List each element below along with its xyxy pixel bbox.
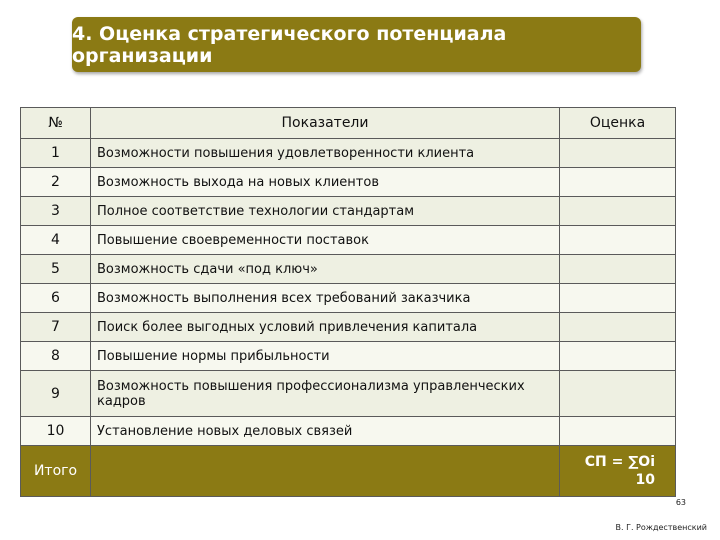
table-row [21, 342, 676, 371]
row-score [560, 342, 676, 371]
row-num: 10 [21, 417, 91, 446]
table-row [21, 226, 676, 255]
row-score [560, 371, 676, 417]
table-row [21, 313, 676, 342]
row-indicator: Повышение нормы прибыльности [91, 342, 560, 371]
table-row [21, 284, 676, 313]
table-row [21, 255, 676, 284]
potential-table [20, 107, 676, 497]
header-score: Оценка [560, 108, 676, 139]
table-row [21, 168, 676, 197]
row-score [560, 417, 676, 446]
row-score [560, 226, 676, 255]
row-indicator: Возможности повышения удовлетворенности клиента [91, 139, 560, 168]
row-num: 9 [21, 371, 91, 417]
row-indicator: Полное соответствие технологии стандартам [91, 197, 560, 226]
header-indicator: Показатели [91, 108, 560, 139]
row-num: 3 [21, 197, 91, 226]
row-num: 1 [21, 139, 91, 168]
row-score [560, 255, 676, 284]
row-score [560, 313, 676, 342]
row-num: 7 [21, 313, 91, 342]
formula-line-2: 10 [635, 472, 655, 488]
table-row [21, 197, 676, 226]
row-num: 6 [21, 284, 91, 313]
row-indicator: Установление новых деловых связей [91, 417, 560, 446]
row-indicator: Поиск более выгодных условий привлечения капитала [91, 313, 560, 342]
row-indicator: Возможность сдачи «под ключ» [91, 255, 560, 284]
table-row [21, 417, 676, 446]
total-row [21, 446, 676, 497]
row-indicator: Повышение своевременности поставок [91, 226, 560, 255]
total-indicator [91, 446, 560, 497]
row-indicator: Возможность выхода на новых клиентов [91, 168, 560, 197]
row-num: 2 [21, 168, 91, 197]
header-num: № [21, 108, 91, 139]
author-name: В. Г. Рождественский [615, 523, 707, 532]
row-score [560, 139, 676, 168]
row-score [560, 284, 676, 313]
row-indicator: Возможность повышения профессионализма управленческих кадров [91, 371, 560, 417]
table-header-row [21, 108, 676, 139]
row-num: 4 [21, 226, 91, 255]
table-row [21, 139, 676, 168]
total-label: Итого [21, 446, 91, 497]
row-indicator: Возможность выполнения всех требований заказчика [91, 284, 560, 313]
row-score [560, 197, 676, 226]
slide-title: 4. Оценка стратегического потенциала организации [72, 17, 641, 72]
row-num: 5 [21, 255, 91, 284]
table-row [21, 371, 676, 417]
page-number: 63 [675, 498, 686, 507]
formula-line-1: СП = ∑Oi [584, 454, 655, 470]
total-formula [560, 446, 676, 497]
row-num: 8 [21, 342, 91, 371]
row-score [560, 168, 676, 197]
